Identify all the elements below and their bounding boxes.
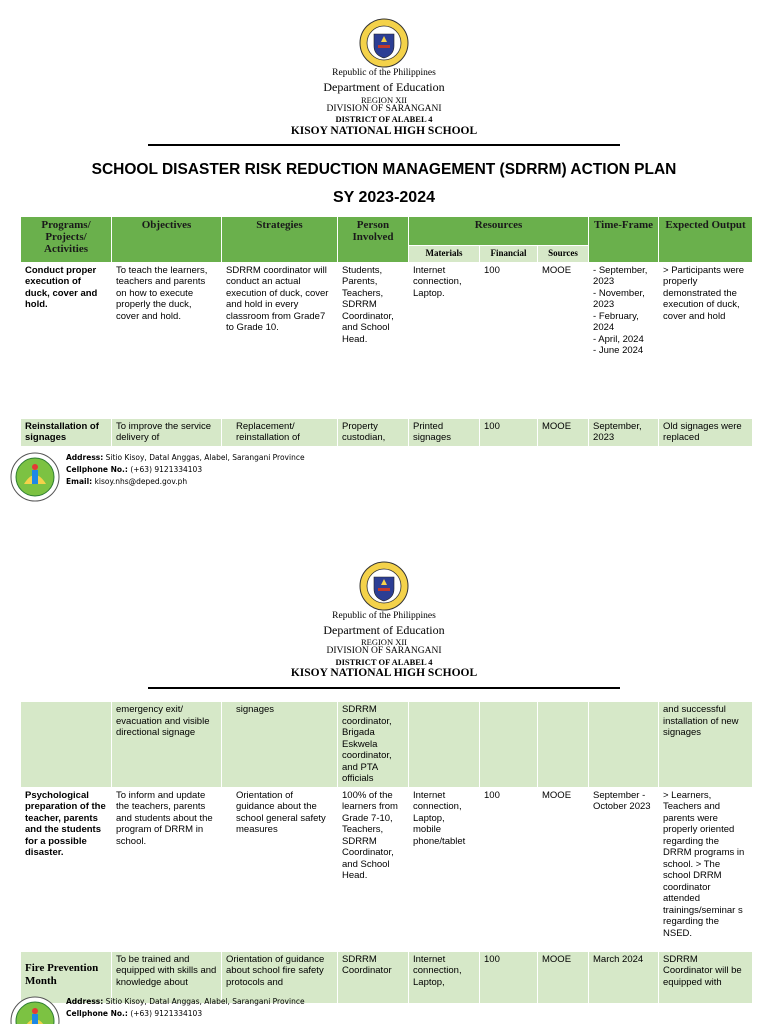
- header-school: KISOY NATIONAL HIGH SCHOOL: [290, 125, 478, 137]
- col-timeframe: Time-Frame: [589, 217, 659, 263]
- cell-output: and successful installation of new signages: [659, 702, 753, 788]
- cell-timeframe: September - October 2023: [589, 787, 659, 951]
- cell-strategy: Orientation of guidance about school fire safety protocols and: [222, 951, 338, 1003]
- table-row: [21, 787, 753, 951]
- cell-strategy: Replacement/ reinstallation of: [222, 418, 338, 446]
- table-row: [21, 951, 753, 1003]
- col-strategies: Strategies: [222, 217, 338, 263]
- footer-address: Sitio Kisoy, Datal Anggas, Alabel, Sarangani Province: [105, 997, 305, 1006]
- action-plan-table-page1: [20, 216, 753, 447]
- cell-materials: Internet connection, Laptop, mobile phone/tablet: [409, 787, 480, 951]
- cell-output: Old signages were replaced: [659, 418, 753, 446]
- cell-timeframe: [589, 262, 659, 418]
- cell-objective: To teach the learners, teachers and parents on how to execute properly the duck, cover and hold.: [112, 262, 222, 418]
- cell-sources: [538, 702, 589, 788]
- cell-objective: emergency exit/ evacuation and visible directional signage: [112, 702, 222, 788]
- cell-timeframe: [589, 702, 659, 788]
- header-department: Department of Education: [323, 80, 445, 94]
- table-row: [21, 418, 753, 446]
- footer-email-label: Email:: [66, 477, 93, 486]
- footer-address-line: [66, 996, 305, 1008]
- cell-materials: Internet connection, Laptop.: [409, 262, 480, 418]
- footer-email-line: [66, 476, 305, 488]
- action-plan-table-page2: [20, 701, 753, 1004]
- cell-objective: To inform and update the teachers, parents and students about the program of DRRM in school.: [112, 787, 222, 951]
- col-sources: Sources: [538, 246, 589, 263]
- deped-seal-icon: [359, 18, 409, 68]
- footer-email: kisoy.nhs@deped.gov.ph: [94, 477, 188, 486]
- timeframe-item: - February, 2024: [593, 310, 639, 333]
- header-republic: Republic of the Philippines: [332, 68, 436, 78]
- cell-persons: Students, Parents, Teachers, SDRRM Coordinator, and School Head.: [338, 262, 409, 418]
- col-objectives: Objectives: [112, 217, 222, 263]
- timeframe-item: - September, 2023: [593, 264, 648, 287]
- cell-output: SDRRM Coordinator will be equipped with: [659, 951, 753, 1003]
- header-region: REGION XII: [360, 95, 408, 105]
- cell-sources: MOOE: [538, 951, 589, 1003]
- cell-timeframe: September, 2023: [589, 418, 659, 446]
- col-programs: Programs/ Projects/ Activities: [21, 217, 112, 263]
- cell-strategy: signages: [222, 702, 338, 788]
- header-divider: [148, 687, 620, 689]
- col-output: Expected Output: [659, 217, 753, 263]
- timeframe-item: - April, 2024: [593, 333, 644, 345]
- cell-strategy: Orientation of guidance about the school general safety measures: [222, 787, 338, 951]
- cell-financial: 100: [480, 262, 538, 418]
- table-row: [21, 702, 753, 788]
- timeframe-item: - November, 2023: [593, 287, 645, 310]
- school-logo-icon: [10, 452, 60, 502]
- cell-persons: 100% of the learners from Grade 7-10, Teachers, SDRRM Coordinator, and School Head.: [338, 787, 409, 951]
- cell-timeframe: March 2024: [589, 951, 659, 1003]
- cell-sources: MOOE: [538, 418, 589, 446]
- cell-sources: MOOE: [538, 262, 589, 418]
- cell-materials: Printed signages: [409, 418, 480, 446]
- cell-objective: To improve the service delivery of: [112, 418, 222, 446]
- footer-address-label: Address:: [66, 997, 104, 1006]
- header-republic: Republic of the Philippines: [332, 611, 436, 621]
- cell-materials: Internet connection, Laptop,: [409, 951, 480, 1003]
- footer-cell-line: [66, 464, 305, 476]
- col-resources: Resources: [409, 217, 589, 246]
- header-division: DIVISION OF SARANGANI: [326, 646, 442, 656]
- header-district: DISTRICT OF ALABEL 4: [335, 657, 433, 667]
- cell-persons: SDRRM Coordinator: [338, 951, 409, 1003]
- school-logo-icon: [10, 996, 60, 1024]
- header-department: Department of Education: [323, 623, 445, 637]
- cell-sources: MOOE: [538, 787, 589, 951]
- footer-contact: [66, 996, 305, 1020]
- cell-program: Fire Prevention Month: [21, 951, 112, 1003]
- cell-financial: 100: [480, 418, 538, 446]
- footer-cell: (+63) 9121334103: [130, 1009, 203, 1018]
- table-row: [21, 262, 753, 418]
- cell-persons: SDRRM coordinator, Brigada Eskwela coordinator, and PTA officials: [338, 702, 409, 788]
- cell-materials: [409, 702, 480, 788]
- footer-address: Sitio Kisoy, Datal Anggas, Alabel, Sarangani Province: [105, 453, 305, 462]
- cell-program: Conduct proper execution of duck, cover and hold.: [21, 262, 112, 418]
- col-materials: Materials: [409, 246, 480, 263]
- cell-financial: [480, 702, 538, 788]
- footer-page2: [10, 996, 410, 1024]
- cell-output: > Participants were properly demonstrated the execution of duck, cover and hold: [659, 262, 753, 418]
- cell-program: [21, 702, 112, 788]
- header-divider: [148, 144, 620, 146]
- footer-cell-label: Cellphone No.:: [66, 465, 128, 474]
- header-school: KISOY NATIONAL HIGH SCHOOL: [290, 667, 478, 679]
- footer-cell-line: [66, 1008, 305, 1020]
- footer-address-label: Address:: [66, 453, 104, 462]
- col-financial: Financial: [480, 246, 538, 263]
- cell-objective: To be trained and equipped with skills and knowledge about: [112, 951, 222, 1003]
- cell-program: Psychological preparation of the teacher, parents and the students for a possible disaster.: [21, 787, 112, 951]
- header-division: DIVISION OF SARANGANI: [326, 104, 442, 114]
- plan-title: SCHOOL DISASTER RISK REDUCTION MANAGEMENT (SDRRM) ACTION PLAN: [91, 161, 677, 178]
- header-region: REGION XII: [360, 637, 408, 647]
- cell-output: > Learners, Teachers and parents were properly oriented regarding the DRRM programs in school. > The school DRRM coordinator attended trainings/seminar s regarding the NSED.: [659, 787, 753, 951]
- footer-cell-label: Cellphone No.:: [66, 1009, 128, 1018]
- cell-persons: Property custodian,: [338, 418, 409, 446]
- table-header-row: [21, 217, 753, 246]
- header-district: DISTRICT OF ALABEL 4: [335, 114, 433, 124]
- cell-program: Reinstallation of signages: [21, 418, 112, 446]
- footer-contact: [66, 452, 305, 488]
- cell-financial: 100: [480, 787, 538, 951]
- footer-address-line: [66, 452, 305, 464]
- cell-financial: 100: [480, 951, 538, 1003]
- footer-page1: [10, 452, 410, 502]
- timeframe-item: - June 2024: [593, 345, 644, 356]
- cell-strategy: SDRRM coordinator will conduct an actual execution of duck, cover and hold in every classroom from Grade7 to Grade 10.: [222, 262, 338, 418]
- plan-school-year: SY 2023-2024: [332, 189, 435, 206]
- deped-seal-icon: [359, 561, 409, 611]
- footer-cell: (+63) 9121334103: [130, 465, 203, 474]
- col-persons: Person Involved: [338, 217, 409, 263]
